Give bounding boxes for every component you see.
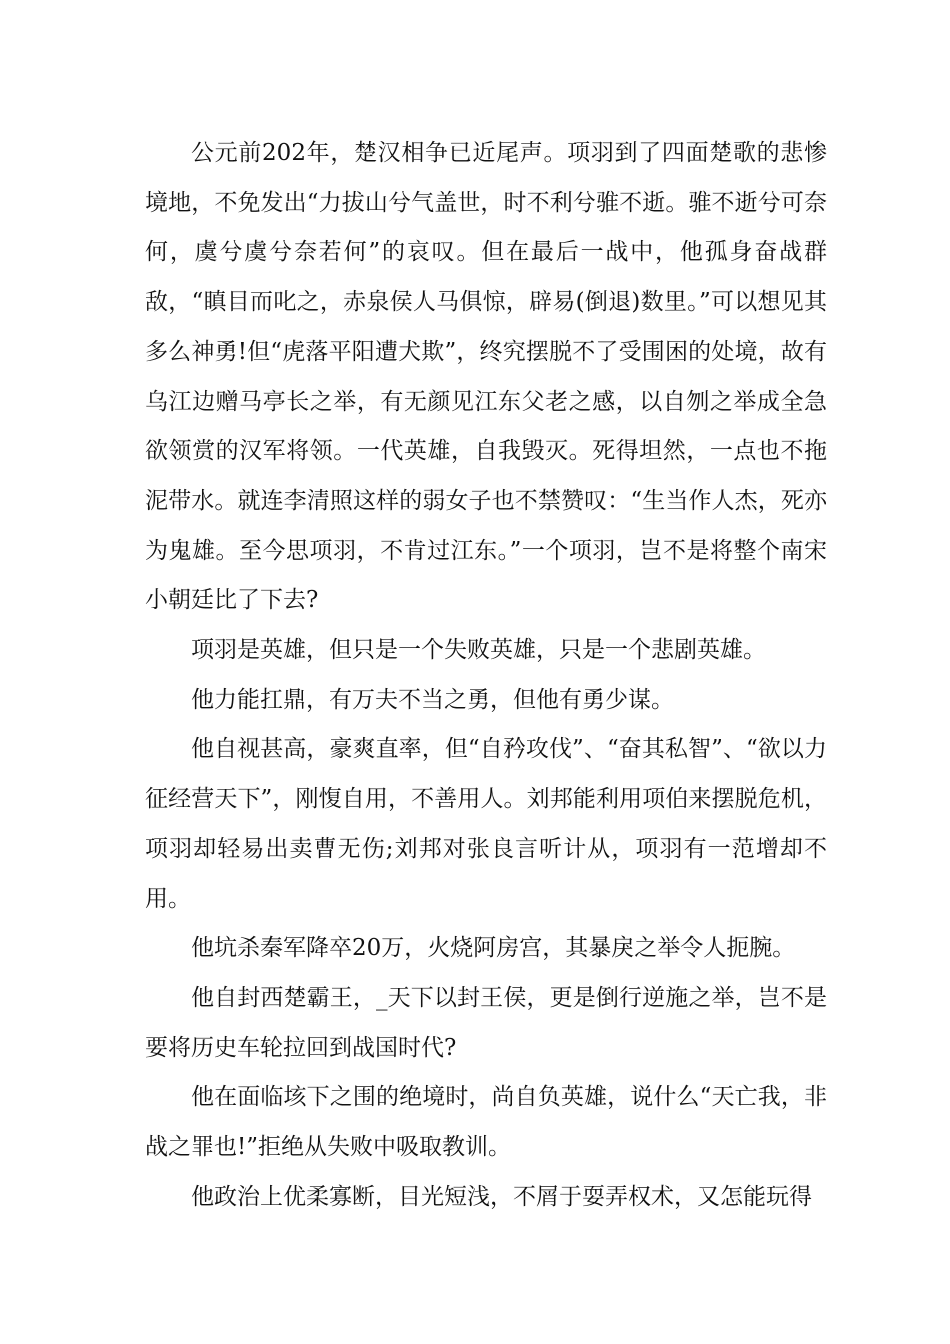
paragraph: 他自封西楚霸王，_天下以封王侯，更是倒行逆施之举，岂不是要将历史车轮拉回到战国时代? [145,984,827,1061]
paragraph: 他坑杀秦军降卒20万，火烧阿房宫，其暴戾之举令人扼腕。 [191,935,796,962]
document-body [145,129,827,1222]
paragraph: 他政治上优柔寡断，目光短浅，不屑于耍弄权术，又怎能玩得 [191,1183,812,1210]
paragraph: 他力能扛鼎，有万夫不当之勇，但他有勇少谋。 [191,686,674,713]
paragraph: 项羽是英雄，但只是一个失败英雄，只是一个悲剧英雄。 [191,637,766,664]
paragraph: 他在面临垓下之围的绝境时，尚自负英雄，说什么“天亡我，非战之罪也!”拒绝从失败中吸取教训。 [145,1084,827,1161]
paragraph: 他自视甚高，豪爽直率，但“自矜攻伐”、“奋其私智”、“欲以力征经营天下”，刚愎自用，不善用人。刘邦能利用项伯来摆脱危机，项羽却轻易出卖曹无伤;刘邦对张良言听计从，项羽有一范增却不用。 [145,736,827,912]
paragraph: 公元前202年，楚汉相争已近尾声。项羽到了四面楚歌的悲惨境地，不免发出“力拔山兮气盖世，时不利兮骓不逝。骓不逝兮可奈何，虞兮虞兮奈若何”的哀叹。但在最后一战中，他孤身奋战群敌，“瞋目而叱之，赤泉侯人马俱惊，辟易(倒退)数里。”可以想见其多么神勇!但“虎落平阳遭犬欺”，终究摆脱不了受围困的处境，故有乌江边赠马亭长之举，有无颜见江东父老之感，以自刎之举成全急欲领赏的汉军将领。一代英雄，自我毁灭。死得坦然，一点也不拖泥带水。就连李清照这样的弱女子也不禁赞叹：“生当作人杰，死亦为鬼雄。至今思项羽，不肯过江东。”一个项羽，岂不是将整个南宋小朝廷比了下去? [145,140,827,614]
